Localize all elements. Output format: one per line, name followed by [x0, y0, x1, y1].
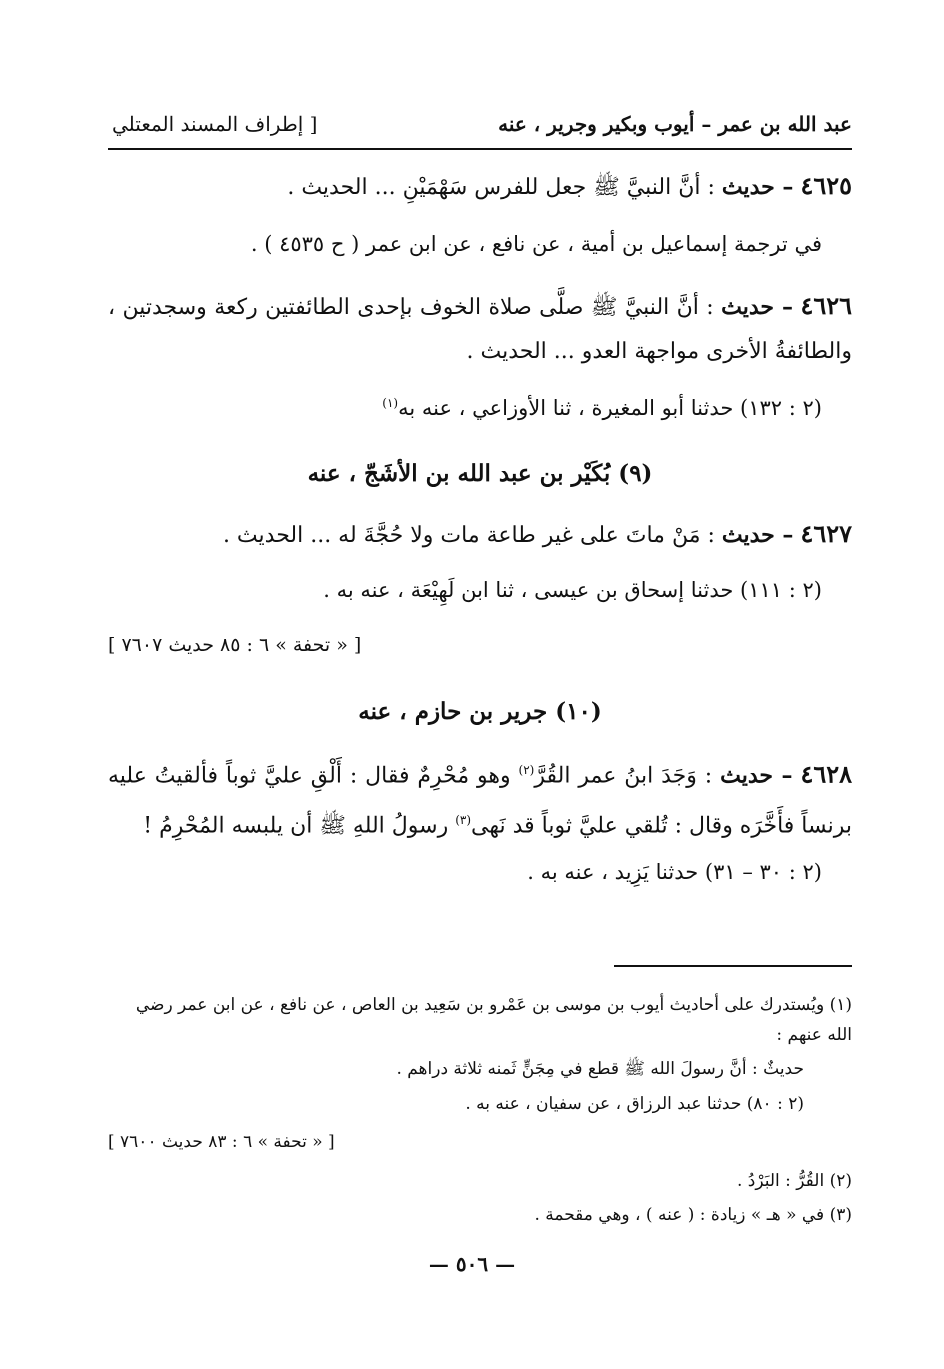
footnote-marker: (٢) — [518, 763, 535, 777]
running-header-book: [ إطراف المسند المعتلي — [112, 112, 318, 136]
footnote-1-hadith: حديثٌ : أنَّ رسولَ الله ﷺ قطع في مِجَنٍّ ثَمنه ثلاثة دراهم . — [396, 1059, 804, 1079]
hadith-4628 — [108, 748, 852, 849]
footnote-marker: (٣) — [455, 813, 472, 828]
footnote-marker: (١) — [382, 396, 399, 410]
hadith-4627 — [108, 512, 852, 558]
hadith-label: – حديث — [721, 522, 794, 548]
footnote-2: (٢) القُرُّ : البَرْدُ . — [736, 1171, 852, 1191]
hadith-text-part-b: وهو مُحْرِمٌ فقال : أَلْقِ عليَّ ثوباً فألقيتُ عليه برنساً فأَخَّرَه وقال : تُلقي عليَّ ثوباً قد نَهى — [108, 763, 852, 839]
footnote-1-source: (٢ : ٨٠) حدثنا عبد الرزاق ، عن سفيان ، عنه به . — [465, 1094, 804, 1114]
page-number: — ٥٠٦ — — [428, 1252, 516, 1276]
footnote-rule — [614, 965, 852, 967]
hadith-text: : أنَّ النبيَّ ﷺ صلَّى صلاة الخوف بإحدى الطائفتين ركعة وسجدتين ، والطائفةُ الأخرى مواجهة العدو ... الحديث . — [108, 295, 852, 364]
hadith-number: ٤٦٢٥ — [800, 171, 852, 200]
hadith-label: – حديث — [721, 174, 794, 200]
hadith-number: ٤٦٢٨ — [800, 759, 852, 789]
hadith-4625-source: في ترجمة إسماعيل بن أمية ، عن نافع ، عن ابن عمر ( ح ٤٥٣٥ ) . — [250, 232, 822, 256]
hadith-text: : أنَّ النبيَّ ﷺ جعل للفرس سَهْمَيْنِ ... الحديث . — [287, 175, 715, 200]
hadith-label: – حديث — [721, 294, 794, 320]
hadith-number: ٤٦٢٦ — [800, 291, 852, 320]
hadith-label: – حديث — [720, 762, 793, 789]
footnote-text: ويُستدرك على أحاديث أيوب بن موسى بن عَمْرو بن سَعِيد بن العاص ، عن نافع ، عن ابن عمر رضي الله عنهم : — [135, 995, 852, 1045]
footnote-3: (٣) في « هـ » زيادة : ( عنه ) ، وهي مقحمة . — [534, 1205, 852, 1225]
section-heading-10: (١٠) جرير بن حازم ، عنه — [358, 698, 602, 725]
hadith-text-part-a: : وَجَدَ ابنُ عمر القُرَّ — [534, 763, 713, 789]
hadith-text: : مَنْ ماتَ على غير طاعة مات ولا حُجَّةَ له ... الحديث . — [222, 523, 715, 548]
hadith-4628-source: (٢ : ٣٠ – ٣١) حدثنا يَزِيد ، عنه به . — [527, 860, 822, 884]
hadith-4627-source: (٢ : ١١١) حدثنا إسحاق بن عيسى ، ثنا ابن لَهِيْعَة ، عنه به . — [323, 578, 822, 602]
footnote-1-reference: [ « تحفة » ٦ : ٨٣ حديث ٧٦٠٠ ] — [108, 1132, 335, 1152]
hadith-4625 — [108, 164, 852, 210]
running-header-title: عبد الله بن عمر – أيوب وبكير وجرير ، عنه — [498, 112, 852, 136]
footnote-1 — [108, 990, 852, 1050]
hadith-4626-source — [108, 396, 822, 420]
tuhfa-reference: [ « تحفة » ٦ : ٨٥ حديث ٧٦٠٧ ] — [108, 634, 362, 656]
hadith-number: ٤٦٢٧ — [800, 519, 852, 548]
hadith-text-part-c: رسولُ اللهِ ﷺ أن يلبسه المُحْرِمُ ! — [143, 813, 449, 839]
source-text: (٢ : ١٣٢) حدثنا أبو المغيرة ، ثنا الأوزاعي ، عنه به — [398, 396, 822, 420]
section-heading-9: (٩) بُكَيْر بن عبد الله بن الأشَجّ ، عنه — [307, 460, 653, 487]
footnote-number: (١) — [829, 995, 852, 1015]
hadith-4626 — [108, 284, 852, 374]
header-rule — [108, 148, 852, 150]
